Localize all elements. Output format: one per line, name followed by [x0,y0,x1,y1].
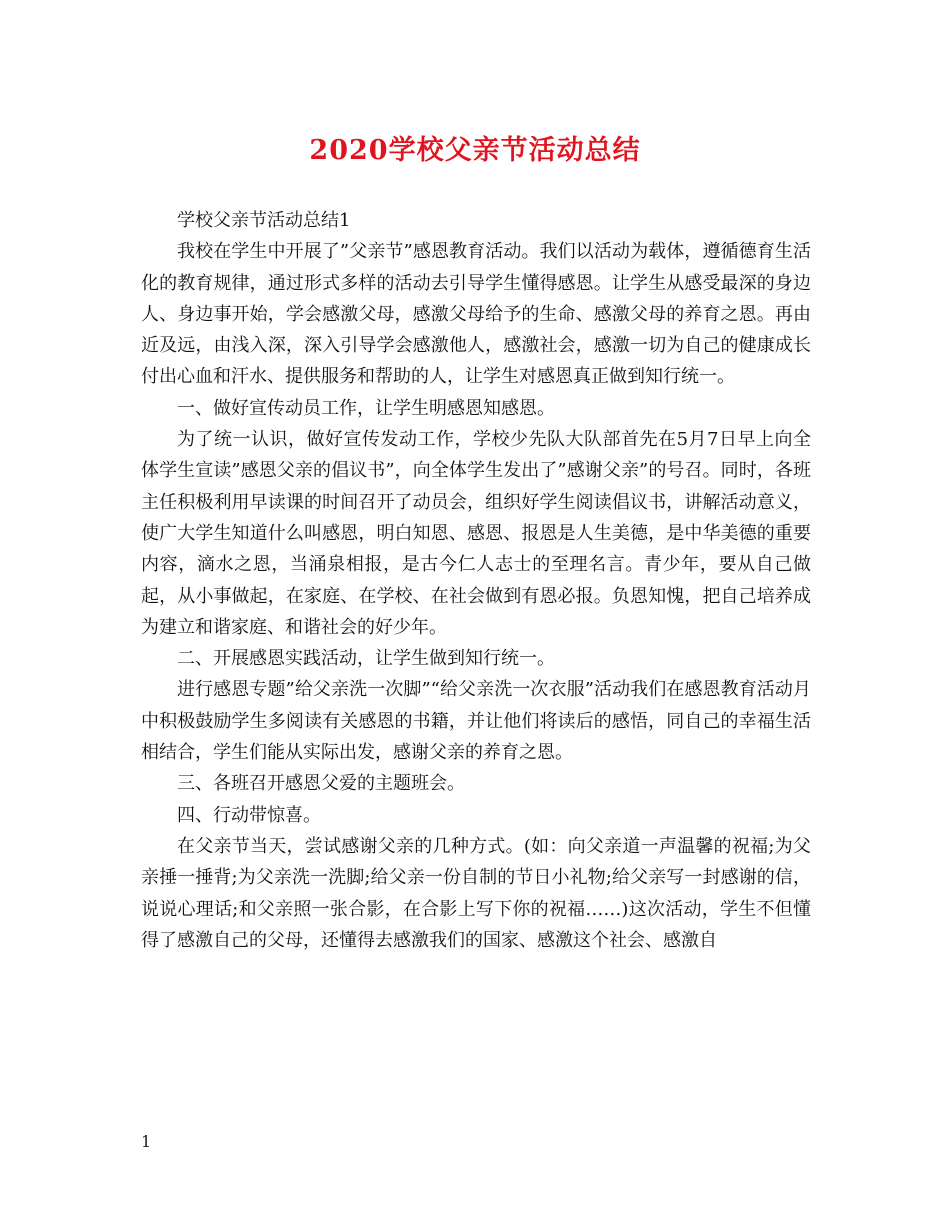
paragraph: 为了统一认识，做好宣传发动工作，学校少先队大队部首先在5月7日早上向全体学生宣读”感恩父亲的倡议书”，向全体学生发出了”感谢父亲”的号召。同时，各班主任积极利用早读课的时间召开了动员会，组织好学生阅读倡议书，讲解活动意义，使广大学生知道什么叫感恩，明白知恩、感恩、报恩是人生美德，是中华美德的重要内容，滴水之恩，当涌泉相报，是古今仁人志士的至理名言。青少年，要从自己做起，从小事做起，在家庭、在学校、在社会做到有恩必报。负恩知愧，把自己培养成为建立和谐家庭、和谐社会的好少年。 [141,429,811,638]
section-heading: 四、行动带惊喜。 [177,804,321,826]
paragraph: 我校在学生中开展了”父亲节”感恩教育活动。我们以活动为载体，遵循德育生活化的教育规律，通过形式多样的活动去引导学生懂得感恩。让学生从感受最深的身边人、身边事开始，学会感激父母，感激父母给予的生命、感激父母的养育之恩。再由近及远，由浅入深，深入引导学会感激他人，感激社会，感激一切为自己的健康成长付出心血和汗水、提供服务和帮助的人，让学生对感恩真正做到知行统一。 [141,241,811,388]
document-title: 2020学校父亲节活动总结 [309,135,641,166]
page-number: 1 [141,1132,152,1151]
section-heading: 三、各班召开感恩父爱的主题班会。 [177,773,465,795]
section-heading: 二、开展感恩实践活动，让学生做到知行统一。 [177,648,555,670]
document-body [141,205,811,956]
paragraph: 在父亲节当天，尝试感谢父亲的几种方式。(如：向父亲道一声温馨的祝福;为父亲捶一捶背;为父亲洗一洗脚;给父亲一份自制的节日小礼物;给父亲写一封感谢的信，说说心理话;和父亲照一张合影，在合影上写下你的祝福……)这次活动，学生不但懂得了感激自己的父母，还懂得去感激我们的国家、感激这个社会、感激自 [141,835,811,951]
paragraph: 进行感恩专题”给父亲洗一次脚”“给父亲洗一次衣服”活动我们在感恩教育活动月中积极鼓励学生多阅读有关感恩的书籍，并让他们将读后的感悟，同自己的幸福生活相结合，学生们能从实际出发，感谢父亲的养育之恩。 [141,679,811,764]
section-heading: 学校父亲节活动总结1 [177,210,351,231]
section-heading: 一、做好宣传动员工作，让学生明感恩知感恩。 [177,397,555,419]
